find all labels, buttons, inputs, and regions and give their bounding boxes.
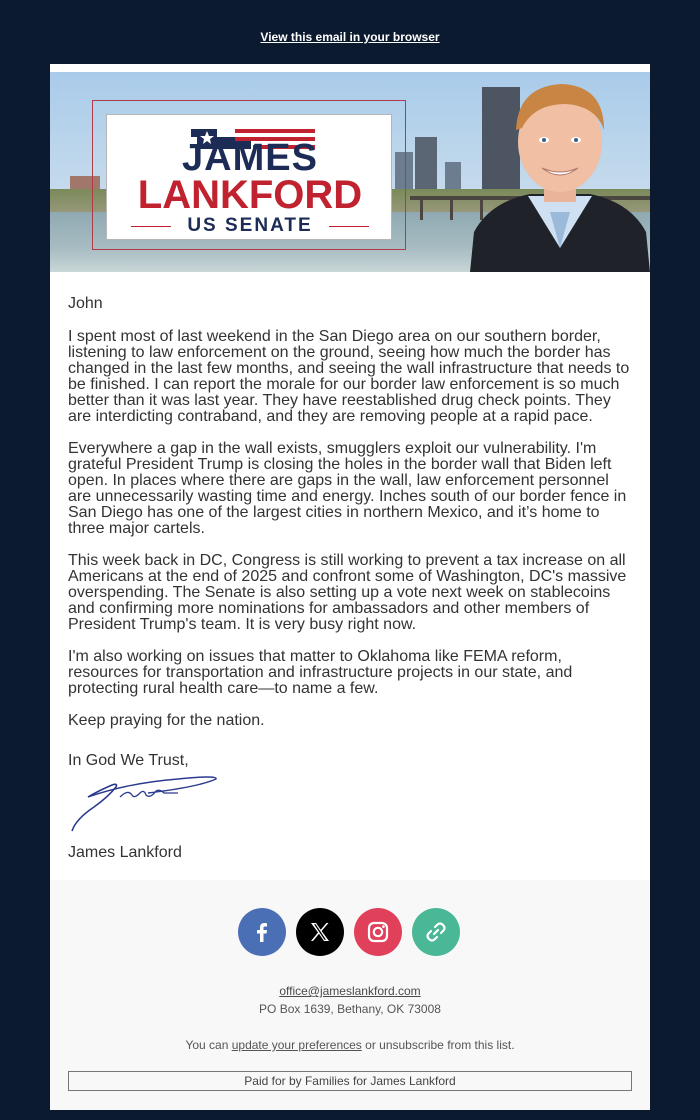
logo-name-first: JAMES <box>182 137 318 179</box>
link-icon <box>424 920 448 944</box>
letter-paragraph: Everywhere a gap in the wall exists, smugglers exploit our vulnerability. I'm grateful President Trump is closing the holes in the border wall that Biden left open. In places where there are gaps in the wall, law enforcement personnel are unnecessarily wasting time and energy. Inches south of our border fence in San Diego has one of the largest cities in northern Mexico, and it’s home to three major cartels. <box>68 440 627 537</box>
social-links <box>238 908 462 956</box>
letter-paragraph: I'm also working on issues that matter to Oklahoma like FEMA reform, resources for transportation and infrastructure projects in our state, and protecting rural health care—to name a few. <box>68 648 573 697</box>
banner-building <box>415 137 437 192</box>
letter-paragraph: This week back in DC, Congress is still working to prevent a tax increase on all Americans at the end of 2025 and confront some of Washington, DC's massive overspending. The Senate is also setting up a vote next week on stablecoins and confirming more nominations for ambassadors and other members of President Trump's team. It is very busy right now. <box>68 552 627 633</box>
x-icon <box>308 920 332 944</box>
update-preferences-link[interactable]: update your preferences <box>231 1038 362 1052</box>
prefs-suffix: or unsubscribe from this list. <box>361 1038 515 1052</box>
x-button[interactable] <box>296 908 344 956</box>
logo-office: US SENATE <box>187 215 313 236</box>
website-link-button[interactable] <box>412 908 460 956</box>
banner-building <box>445 162 461 192</box>
facebook-button[interactable] <box>238 908 286 956</box>
greeting: John <box>68 295 103 312</box>
email-footer <box>50 880 650 1110</box>
instagram-button[interactable] <box>354 908 402 956</box>
letter-paragraph: I spent most of last weekend in the San Diego area on our southern border, listening to law enforcement on the ground, seeing how much the border has changed in the last few months, and seeing the wall infrastructure that needs to be finished. I can report the morale for our border law enforcement is so much better than it was last year. They have reestablished drug check points. They are interdicting contraband, and they are removing people at a rapid pace. <box>68 328 630 425</box>
senator-portrait <box>470 72 650 272</box>
view-in-browser-link[interactable]: View this email in your browser <box>260 30 440 44</box>
mailing-address: PO Box 1639, Bethany, OK 73008 <box>259 1002 441 1016</box>
header-banner <box>50 72 650 272</box>
contact-email-link[interactable]: office@jameslankford.com <box>279 984 421 998</box>
email-card <box>50 64 650 1110</box>
closing: In God We Trust, <box>68 752 189 769</box>
signature-image <box>68 769 228 835</box>
prefs-prefix: You can <box>185 1038 232 1052</box>
instagram-icon <box>366 920 390 944</box>
paid-for-disclaimer: Paid for by Families for James Lankford <box>68 1071 632 1091</box>
campaign-logo <box>106 114 392 240</box>
logo-office-row <box>107 215 393 239</box>
letter-body <box>50 272 650 861</box>
letter-paragraph: Keep praying for the nation. <box>68 712 265 729</box>
logo-rule-right <box>329 226 369 227</box>
preferences-notice <box>50 1038 650 1052</box>
logo-name-last: LANKFORD <box>137 173 363 217</box>
facebook-icon <box>250 920 274 944</box>
sender-name: James Lankford <box>68 844 182 861</box>
card-top-strip <box>50 64 650 72</box>
